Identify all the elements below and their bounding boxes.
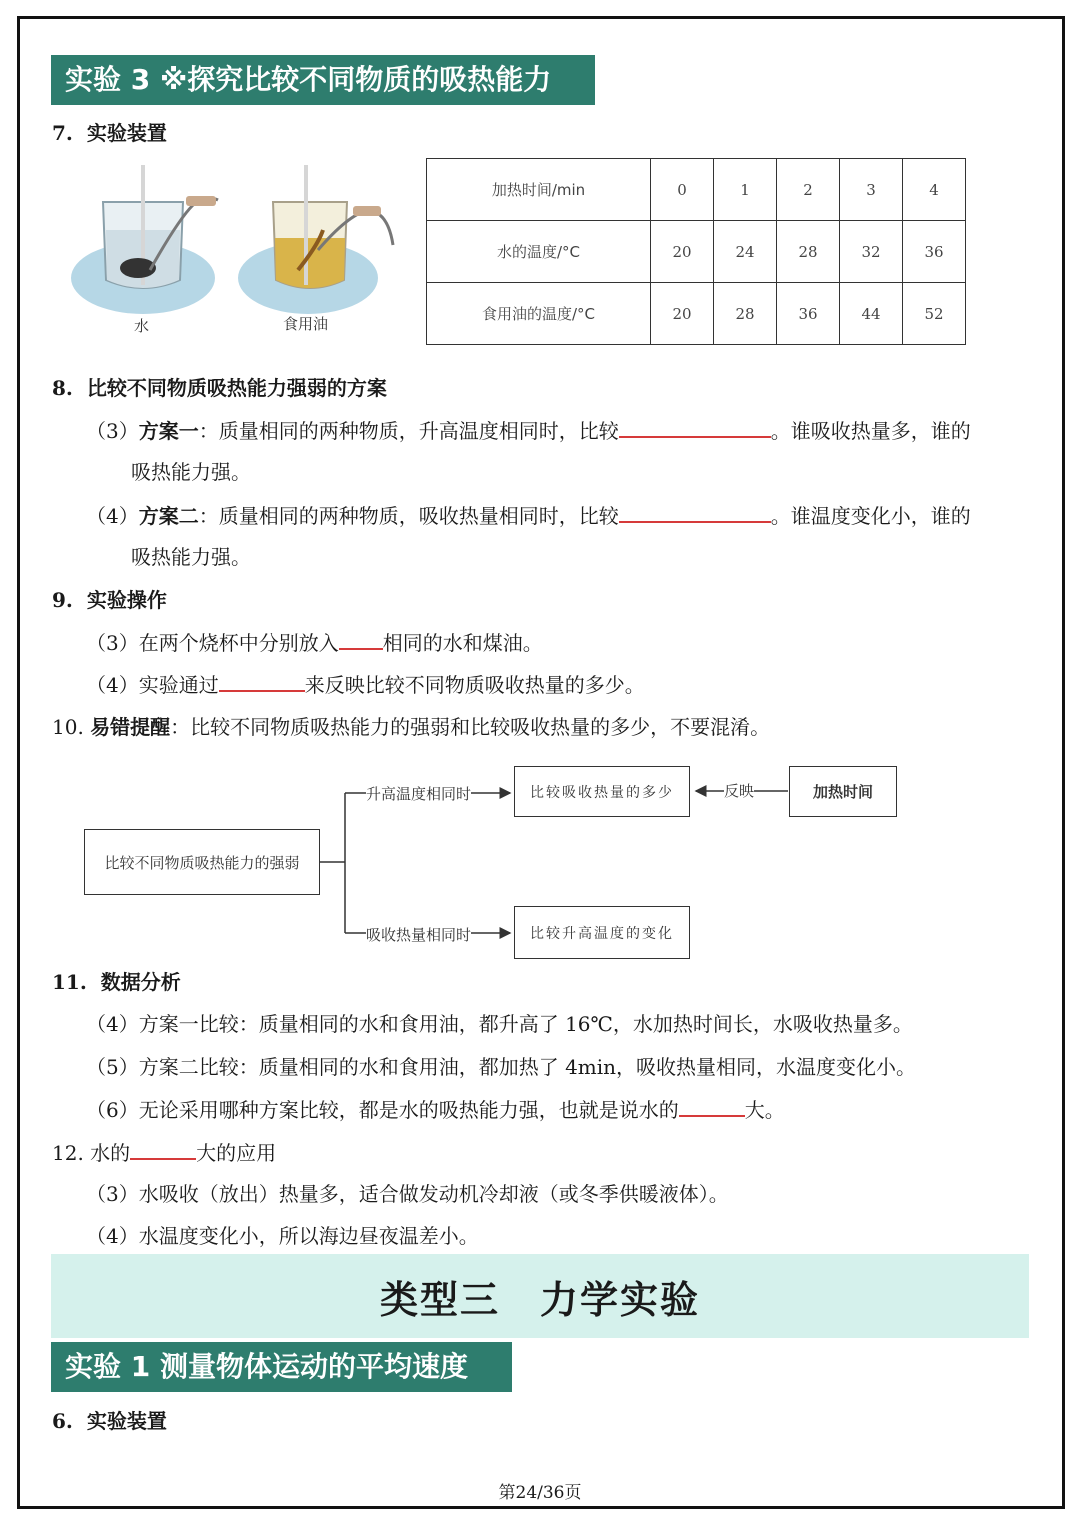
experiment-3-banner: 实验 3 ※探究比较不同物质的吸热能力 <box>51 55 595 105</box>
water-beaker-label: 水 <box>134 317 150 335</box>
plan-one-text-cont: 。谁吸收热量多，谁的 <box>770 419 971 443</box>
table-cell: 0 <box>651 159 714 221</box>
row-header: 食用油的温度/°C <box>427 283 651 345</box>
plan-two-text-cont: 。谁温度变化小，谁的 <box>770 504 971 528</box>
section-9-number: 9. <box>52 588 73 612</box>
plan-two-text: ：质量相同的两种物质，吸收热量相同时，比较 <box>198 504 619 528</box>
operation-line-4 <box>86 668 645 698</box>
section-10-line <box>52 711 770 740</box>
section-10-number: 10. <box>52 715 84 739</box>
analysis-line-5: （5）方案二比较：质量相同的水和食用油，都加热了 4min，吸收热量相同，水温度变化小。 <box>86 1055 917 1079</box>
plan-two-line-2: 吸热能力强。 <box>131 545 251 569</box>
table-cell: 3 <box>840 159 903 221</box>
section-11-heading <box>52 966 181 995</box>
table-cell: 32 <box>840 221 903 283</box>
analysis-text-cont: 大。 <box>744 1098 785 1122</box>
diagram-branch-bottom-label: 吸收热量相同时 <box>366 926 472 944</box>
section-8-heading <box>52 372 387 401</box>
table-cell: 20 <box>651 221 714 283</box>
diagram-branch-top-label: 升高温度相同时 <box>366 785 472 803</box>
row-header: 加热时间/min <box>427 159 651 221</box>
diagram-box-compare-heat: 比较吸收热量的多少 <box>514 766 690 817</box>
operation-text-cont: 相同的水和煤油。 <box>382 631 543 655</box>
item-tag: （4） <box>86 504 139 528</box>
table-cell: 24 <box>714 221 777 283</box>
operation-text-cont: 来反映比较不同物质吸收热量的多少。 <box>304 673 645 697</box>
table-row <box>427 283 966 345</box>
temperature-table <box>426 158 966 345</box>
mistake-reminder-text: ：比较不同物质吸热能力的强弱和比较吸收热量的多少，不要混淆。 <box>170 715 771 739</box>
plan-one-text: ：质量相同的两种物质，升高温度相同时，比较 <box>198 419 619 443</box>
table-cell: 52 <box>903 283 966 345</box>
table-cell: 44 <box>840 283 903 345</box>
section-7-number: 7. <box>52 121 73 145</box>
section-7-title: 实验装置 <box>86 121 167 145</box>
table-cell: 28 <box>714 283 777 345</box>
plan-two-label: 方案二 <box>138 504 199 528</box>
section-8-number: 8. <box>52 376 73 400</box>
answer-blank[interactable] <box>219 668 305 692</box>
beaker-illustration <box>68 160 398 345</box>
application-line-4: （4）水温度变化小，所以海边昼夜温差小。 <box>86 1224 479 1248</box>
table-cell: 2 <box>777 159 840 221</box>
table-cell: 4 <box>903 159 966 221</box>
plan-two-line <box>86 499 971 529</box>
answer-blank[interactable] <box>619 499 771 523</box>
item-tag: （3） <box>86 419 139 443</box>
table-cell: 1 <box>714 159 777 221</box>
section-12-text: 12. 水的 <box>52 1141 131 1165</box>
mistake-reminder-label: 易错提醒 <box>90 715 171 739</box>
analysis-line-6 <box>86 1093 785 1123</box>
plan-one-label: 方案一 <box>138 419 199 443</box>
table-row <box>427 221 966 283</box>
table-cell: 36 <box>903 221 966 283</box>
section-11-title: 数据分析 <box>100 970 181 994</box>
answer-blank[interactable] <box>619 414 771 438</box>
table-cell: 36 <box>777 283 840 345</box>
plan-one-line-2: 吸热能力强。 <box>131 460 251 484</box>
section-6-heading <box>52 1405 167 1434</box>
experiment-1-banner: 实验 1 测量物体运动的平均速度 <box>51 1342 512 1392</box>
application-line-3: （3）水吸收（放出）热量多，适合做发动机冷却液（或冬季供暖液体）。 <box>86 1182 729 1206</box>
table-cell: 20 <box>651 283 714 345</box>
section-12-line <box>52 1136 276 1166</box>
answer-blank[interactable] <box>679 1093 745 1117</box>
table-cell: 28 <box>777 221 840 283</box>
section-12-text-cont: 大的应用 <box>196 1141 277 1165</box>
type-three-title: 类型三 力学实验 <box>51 1254 1029 1338</box>
plan-one-line <box>86 414 971 444</box>
section-8-title: 比较不同物质吸热能力强弱的方案 <box>86 376 387 400</box>
section-7-heading <box>52 117 167 146</box>
operation-text: （3）在两个烧杯中分别放入 <box>86 631 339 655</box>
operation-text: （4）实验通过 <box>86 673 219 697</box>
section-6-title: 实验装置 <box>86 1409 167 1433</box>
row-header: 水的温度/°C <box>427 221 651 283</box>
diagram-main-box: 比较不同物质吸热能力的强弱 <box>84 829 320 895</box>
analysis-text: （6）无论采用哪种方案比较，都是水的吸热能力强，也就是说水的 <box>86 1098 679 1122</box>
section-6-number: 6. <box>52 1409 73 1433</box>
diagram-reflect-label: 反映 <box>724 782 755 800</box>
diagram-box-compare-temp: 比较升高温度的变化 <box>514 906 690 959</box>
answer-blank[interactable] <box>339 626 383 650</box>
section-9-title: 实验操作 <box>86 588 167 612</box>
table-row <box>427 159 966 221</box>
diagram-heat-time-box: 加热时间 <box>789 766 897 817</box>
section-11-number: 11. <box>52 970 87 994</box>
analysis-line-4: （4）方案一比较：质量相同的水和食用油，都升高了 16℃，水加热时间长，水吸收热量多。 <box>86 1012 913 1036</box>
section-9-heading <box>52 584 167 613</box>
operation-line-3 <box>86 626 543 656</box>
page-number: 第24/36页 <box>498 1483 582 1503</box>
answer-blank[interactable] <box>130 1136 196 1160</box>
oil-beaker-label: 食用油 <box>283 315 329 333</box>
